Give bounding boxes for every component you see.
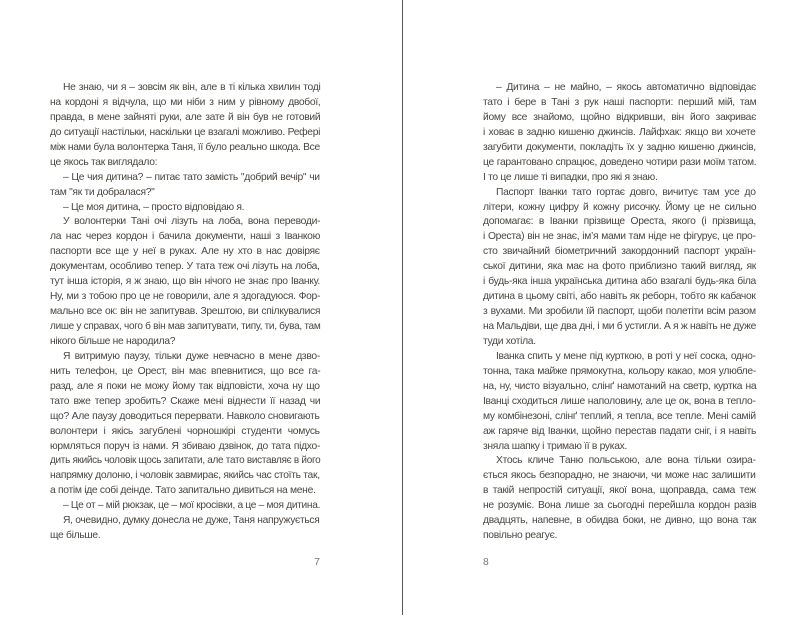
text-line: і Ореста) він не знає, ім’я мами там ніде не фігурує, це про-	[483, 231, 756, 243]
text-line: Ну, ми з тобою про це не говорили, але я здогадуюся. Фор-	[50, 291, 321, 303]
text-line: – Дитина – не майно, – якось автоматично відповідає	[496, 82, 756, 93]
text-line: правда, в мене зайняті руки, але зате й він був не готовий	[50, 111, 321, 123]
text-line: дить якийсь чоловік щось запитати, але тато виставляє в його	[50, 455, 321, 467]
text-line: там "як ти добралася?"	[50, 186, 155, 198]
text-line: на кордоні я відчула, що ми ніби з ним у рівному двобої,	[50, 96, 321, 108]
left-page-text	[50, 81, 320, 544]
text-line: і будь-яка інша українська дитина або взагалі будь-яка біла	[483, 276, 756, 288]
page-number-left: 7	[314, 557, 320, 568]
text-line: тато вже тепер зробить? Скаже мені віднести її назад чи	[50, 395, 321, 407]
text-line: допомагає: в Іванки прізвище Ореста, якого (і прізвища,	[483, 216, 756, 228]
text-line: туди хотіла.	[483, 335, 536, 347]
text-line: Паспорт Іванки тато гортає довго, вичитує там усе до	[496, 186, 756, 198]
text-line: Іванці сходиться лише наполовину, але це ок, вона в тепло-	[483, 395, 756, 407]
text-line: ється якось безпорадно, не знаючи, чи може нас залишити	[483, 470, 756, 482]
text-line: двадцять, напевне, в обидва боки, не дивно, що вона так	[483, 515, 757, 527]
text-line: Не знаю, чи я – зовсім як він, але в ті кілька хвилин тоді	[63, 82, 321, 93]
text-line: Я витримую паузу, тільки дуже невчасно в мене дзво-	[63, 350, 320, 362]
text-line: І то це лише ті випадки, про які я знаю.	[483, 171, 658, 183]
text-line: мально все ок: він не запитував. Зрештою, ви спілкувалися	[50, 306, 321, 318]
text-line: му комбінезоні, слінґ теплий, я тепла, все тепле. Мені самій	[483, 410, 756, 422]
text-line: волонтери і якісь загублені чорношкірі студенти чомусь	[50, 425, 320, 437]
text-line: літери, кожну цифру й кожну рисочку. Йому це не сильно	[483, 201, 757, 213]
text-line: що? Але паузу доводиться перервати. Навколо сновигають	[50, 410, 320, 422]
text-line: зняла шапку і тримаю її в руках.	[483, 440, 628, 452]
page-divider-line	[402, 0, 403, 615]
text-line: нікого більше не народила?	[50, 335, 176, 347]
text-line: У волонтерки Тані очі лізуть на лоба, вона переводи-	[63, 216, 321, 228]
right-page-text	[483, 81, 756, 544]
text-line: ще більше.	[50, 530, 101, 542]
text-line: в такій непростій ситуації, якої вона, щоправда, сама теж	[483, 485, 756, 497]
text-line: повільно реагує.	[483, 530, 558, 542]
text-line: Іванка спить у мене під курткою, в роті у неї соска, одно-	[496, 350, 756, 362]
text-line: ла нас через кордон і бачила документи, наші з Іванкою	[50, 231, 321, 243]
text-line: на, ну, чисто візуально, слінґ намотаний на светр, куртка на	[483, 380, 757, 392]
text-line: разд, але я поки не можу йому так відповісти, хоча ну що	[50, 380, 320, 392]
text-line: не розуміє. Вона лише за сьогодні перейшла кордон разів	[483, 500, 757, 512]
text-line: паспорти все ще у неї в руках. Але ну хто в нас довіряє	[50, 246, 320, 258]
text-line: а потім іде собі деінде. Тато запитально дивиться на мене.	[50, 485, 316, 497]
text-line: – Це от – мій рюкзак, це – мої кросівки, а це – моя дитина.	[63, 500, 321, 512]
text-line: між нами була волонтерка Таня, її було реально шкода. Все	[50, 141, 320, 153]
page-number-right: 8	[483, 557, 489, 568]
text-line: це гарантовано спрацює, доведено чотири рази моїм татом.	[483, 156, 757, 168]
text-line: йому все знайомо, щойно відкривши, він його закриває	[483, 111, 757, 123]
text-line: Хтось кличе Таню польською, але вона тільки озира-	[496, 455, 756, 467]
text-line: юрмляться поруч із нами. Я збиваю дзвінок, до тата підхо-	[50, 440, 321, 452]
text-line: – Це моя дитина, – просто відповідаю я.	[63, 201, 245, 213]
text-line: на Мальдіви, ще два дні, і ми б устигли. А я ж навіть не дуже	[483, 321, 757, 332]
text-line: документам, особливо тепер. У тата теж очі лізуть на лоба,	[50, 261, 320, 273]
text-line: нить телефон, це Орест, він має впевнитися, що все га-	[50, 365, 321, 377]
text-line: сто звичайний біометричний закордонний паспорт україн-	[483, 246, 756, 258]
text-line: і ховає в задню кишеню джинсів. Лайфхак: якщо ви хочете	[483, 126, 756, 138]
text-line: з вухами. Ми зробили їй паспорт, щоби полетіти всім разом	[483, 306, 756, 318]
text-line: це якось так виглядало:	[50, 156, 158, 168]
text-line: лише у справах, чого б він мав запитувати, типу, ти, бува, там	[50, 321, 321, 332]
text-line: ської дитини, яка має на фото приблизно такий вигляд, як	[483, 261, 757, 273]
text-line: тонна, така майже прямокутна, кольору какао, моя улюбле-	[483, 365, 756, 377]
text-line: – Це чия дитина? – питає тато замість "добрий вечір" чи	[63, 171, 320, 183]
text-line: до ситуації настільки, наскільки це взагалі можливо. Рефері	[50, 126, 321, 138]
text-line: дитина в цьому світі, або навіть як реборн, тобто як кабачок	[483, 291, 756, 303]
text-line: напрямку долоню, і чоловік завмирає, якийсь час стоїть так,	[50, 470, 320, 482]
text-line: аж гаряче від Іванки, щойно перестав падати сніг, і я навіть	[483, 425, 757, 437]
text-line: тато і бере в Тані з рук наші паспорти: перший мій, там	[483, 96, 757, 108]
text-line: загубити документи, покладіть їх у задню кишеню джинсів,	[483, 141, 756, 153]
text-line: тут інша історія, я ж знаю, що він нічого не знає про Іванку.	[50, 276, 320, 288]
text-line: Я, очевидно, думку донесла не дуже, Таня напружується	[63, 515, 320, 527]
